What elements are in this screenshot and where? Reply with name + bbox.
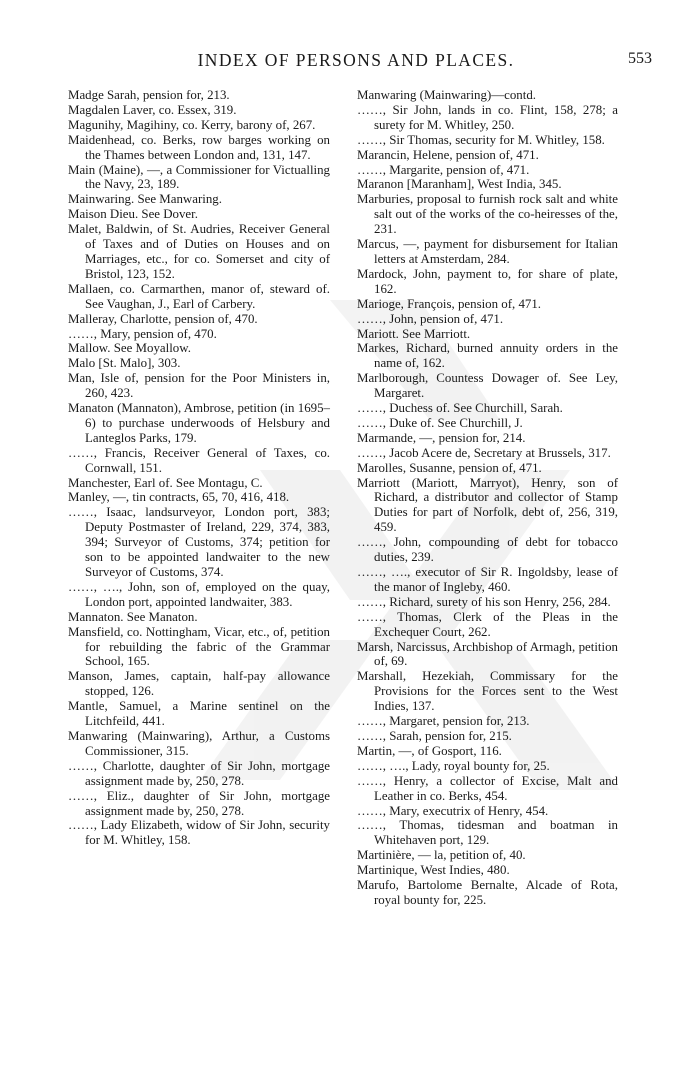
index-entry: ……, Jacob Acere de, Secretary at Brussels, 317.	[357, 445, 611, 460]
index-entry: Marshall, Hezekiah, Commissary for the Provisions for the Forces sent to the West Indies, 137.	[357, 669, 618, 714]
index-entry: Mallow. See Moyallow.	[68, 341, 191, 356]
index-entry: Malleray, Charlotte, pension of, 470.	[68, 311, 258, 326]
index-entry: Marmande, —, pension for, 214.	[357, 430, 526, 445]
index-entry: ……, Sarah, pension for, 215.	[357, 728, 512, 743]
index-entry: ……, Henry, a collector of Excise, Malt and Leather in co. Berks, 454.	[357, 773, 618, 803]
index-entry: ……, …., Lady, royal bounty for, 25.	[357, 758, 550, 773]
running-head-title: INDEX OF PERSONS AND PLACES.	[197, 50, 515, 70]
index-entry: Marlborough, Countess Dowager of. See Ley, Margaret.	[357, 371, 618, 401]
page-header	[60, 50, 652, 76]
index-entry: ……, Isaac, landsurveyor, London port, 383; Deputy Postmaster of Ireland, 229, 374, 383, 394; Surveyor of Customs, 374; petition for son to be appointed landwaiter to the new Surveyor of Customs, 374.	[68, 505, 330, 579]
index-entry: Marcus, —, payment for disbursement for Italian letters at Amsterdam, 284.	[357, 237, 618, 266]
index-entry: ……, John, pension of, 471.	[357, 311, 504, 326]
index-entry: Mannaton. See Manaton.	[68, 609, 198, 624]
index-entry: Maidenhead, co. Berks, row barges working on the Thames between London and, 131, 147.	[68, 132, 330, 162]
index-column-left	[68, 88, 330, 848]
index-entry: Mantle, Samuel, a Marine sentinel on the Litchfeild, 441.	[68, 699, 330, 729]
index-column-right	[357, 88, 618, 908]
index-entry: Martin, —, of Gosport, 116.	[357, 743, 502, 758]
index-entry: Maison Dieu. See Dover.	[68, 207, 198, 222]
index-entry: Mansfield, co. Nottingham, Vicar, etc., of, petition for rebuilding the fabric of the Grammar School, 165.	[68, 624, 330, 669]
index-entry: Manwaring (Mainwaring), Arthur, a Customs Commissioner, 315.	[68, 728, 330, 758]
index-entry: Mallaen, co. Carmarthen, manor of, steward of. See Vaughan, J., Earl of Carbery.	[68, 281, 330, 311]
index-entry: Manaton (Mannaton), Ambrose, petition (in 1695–6) to purchase underwoods of Helsbury and Lanteglos Parks, 179.	[68, 401, 330, 445]
index-entry: Maranon [Maranham], West India, 345.	[357, 177, 562, 192]
index-entry: Manley, —, tin contracts, 65, 70, 416, 418.	[68, 490, 290, 505]
index-entry: ……, Charlotte, daughter of Sir John, mortgage assignment made by, 250, 278.	[68, 758, 330, 788]
index-entry: Mainwaring. See Manwaring.	[68, 192, 222, 207]
index-entry: ……, John, compounding of debt for tobacco duties, 239.	[357, 535, 618, 565]
index-entry: ……, Thomas, Clerk of the Pleas in the Exchequer Court, 262.	[357, 609, 618, 639]
index-entry: ……, Eliz., daughter of Sir John, mortgage assignment made by, 250, 278.	[68, 788, 330, 818]
index-entry: ……, Margaret, pension for, 213.	[357, 714, 530, 729]
index-entry: ……, Sir Thomas, security for M. Whitley, 158.	[357, 132, 605, 147]
index-entry: Magunihy, Magihiny, co. Kerry, barony of, 267.	[68, 117, 316, 132]
index-entry: ……, Duchess of. See Churchill, Sarah.	[357, 401, 563, 416]
index-entry: Manson, James, captain, half-pay allowance stopped, 126.	[68, 669, 330, 699]
index-entry: ……, Duke of. See Churchill, J.	[357, 415, 523, 430]
index-entry: Madge Sarah, pension for, 213.	[68, 88, 230, 102]
index-entry: ……, Richard, surety of his son Henry, 256, 284.	[357, 594, 611, 609]
index-entry: ……, …., executor of Sir R. Ingoldsby, lease of the manor of Ingleby, 460.	[357, 565, 618, 594]
index-entry: Main (Maine), —, a Commissioner for Victualling the Navy, 23, 189.	[68, 162, 330, 192]
index-entry: Marancin, Helene, pension of, 471.	[357, 147, 539, 162]
index-entry: ……, Thomas, tidesman and boatman in Whitehaven port, 129.	[357, 818, 618, 848]
index-entry: ……, Sir John, lands in co. Flint, 158, 278; a surety for M. Whitley, 250.	[357, 102, 618, 132]
index-entry: Magdalen Laver, co. Essex, 319.	[68, 102, 237, 117]
index-entry: Martinique, West Indies, 480.	[357, 863, 510, 878]
index-entry: ……, …., John, son of, employed on the quay, London port, appointed landwaiter, 383.	[68, 579, 330, 609]
index-entry: ……, Mary, pension of, 470.	[68, 326, 217, 341]
index-entry: Malet, Baldwin, of St. Audries, Receiver General of Taxes and of Duties on Houses and on Marriages, etc., for co. Somerset and city of Bristol, 123, 152.	[68, 222, 330, 281]
index-entry: ……, Margarite, pension of, 471.	[357, 162, 530, 177]
page-number: 553	[628, 50, 652, 67]
index-entry: Manwaring (Mainwaring)—contd.	[357, 88, 536, 102]
index-entry: Man, Isle of, pension for the Poor Ministers in, 260, 423.	[68, 371, 330, 401]
index-entry: Marsh, Narcissus, Archbishop of Armagh, petition of, 69.	[357, 639, 618, 669]
index-entry: Marburies, proposal to furnish rock salt and white salt out of the works of the co-heiresses of the, 231.	[357, 192, 618, 237]
index-entry: Manchester, Earl of. See Montagu, C.	[68, 475, 263, 490]
index-entry: ……, Lady Elizabeth, widow of Sir John, security for M. Whitley, 158.	[68, 818, 330, 848]
index-entry: Marriott (Mariott, Marryot), Henry, son of Richard, a distributor and collector of Stamp Duties for part of Norfolk, debt of, 256, 319, 459.	[357, 475, 618, 535]
index-entry: Marioge, François, pension of, 471.	[357, 296, 542, 311]
index-entry: Mariott. See Marriott.	[357, 326, 471, 341]
index-entry: Martinière, — la, petition of, 40.	[357, 848, 526, 863]
index-entry: Malo [St. Malo], 303.	[68, 356, 181, 371]
index-entry: Marufo, Bartolome Bernalte, Alcade of Rota, royal bounty for, 225.	[357, 878, 618, 907]
index-entry: Markes, Richard, burned annuity orders in the name of, 162.	[357, 341, 618, 371]
index-entry: ……, Francis, Receiver General of Taxes, co. Cornwall, 151.	[68, 445, 330, 475]
index-entry: Mardock, John, payment to, for share of plate, 162.	[357, 266, 618, 296]
index-entry: Marolles, Susanne, pension of, 471.	[357, 460, 542, 475]
index-entry: ……, Mary, executrix of Henry, 454.	[357, 803, 549, 818]
